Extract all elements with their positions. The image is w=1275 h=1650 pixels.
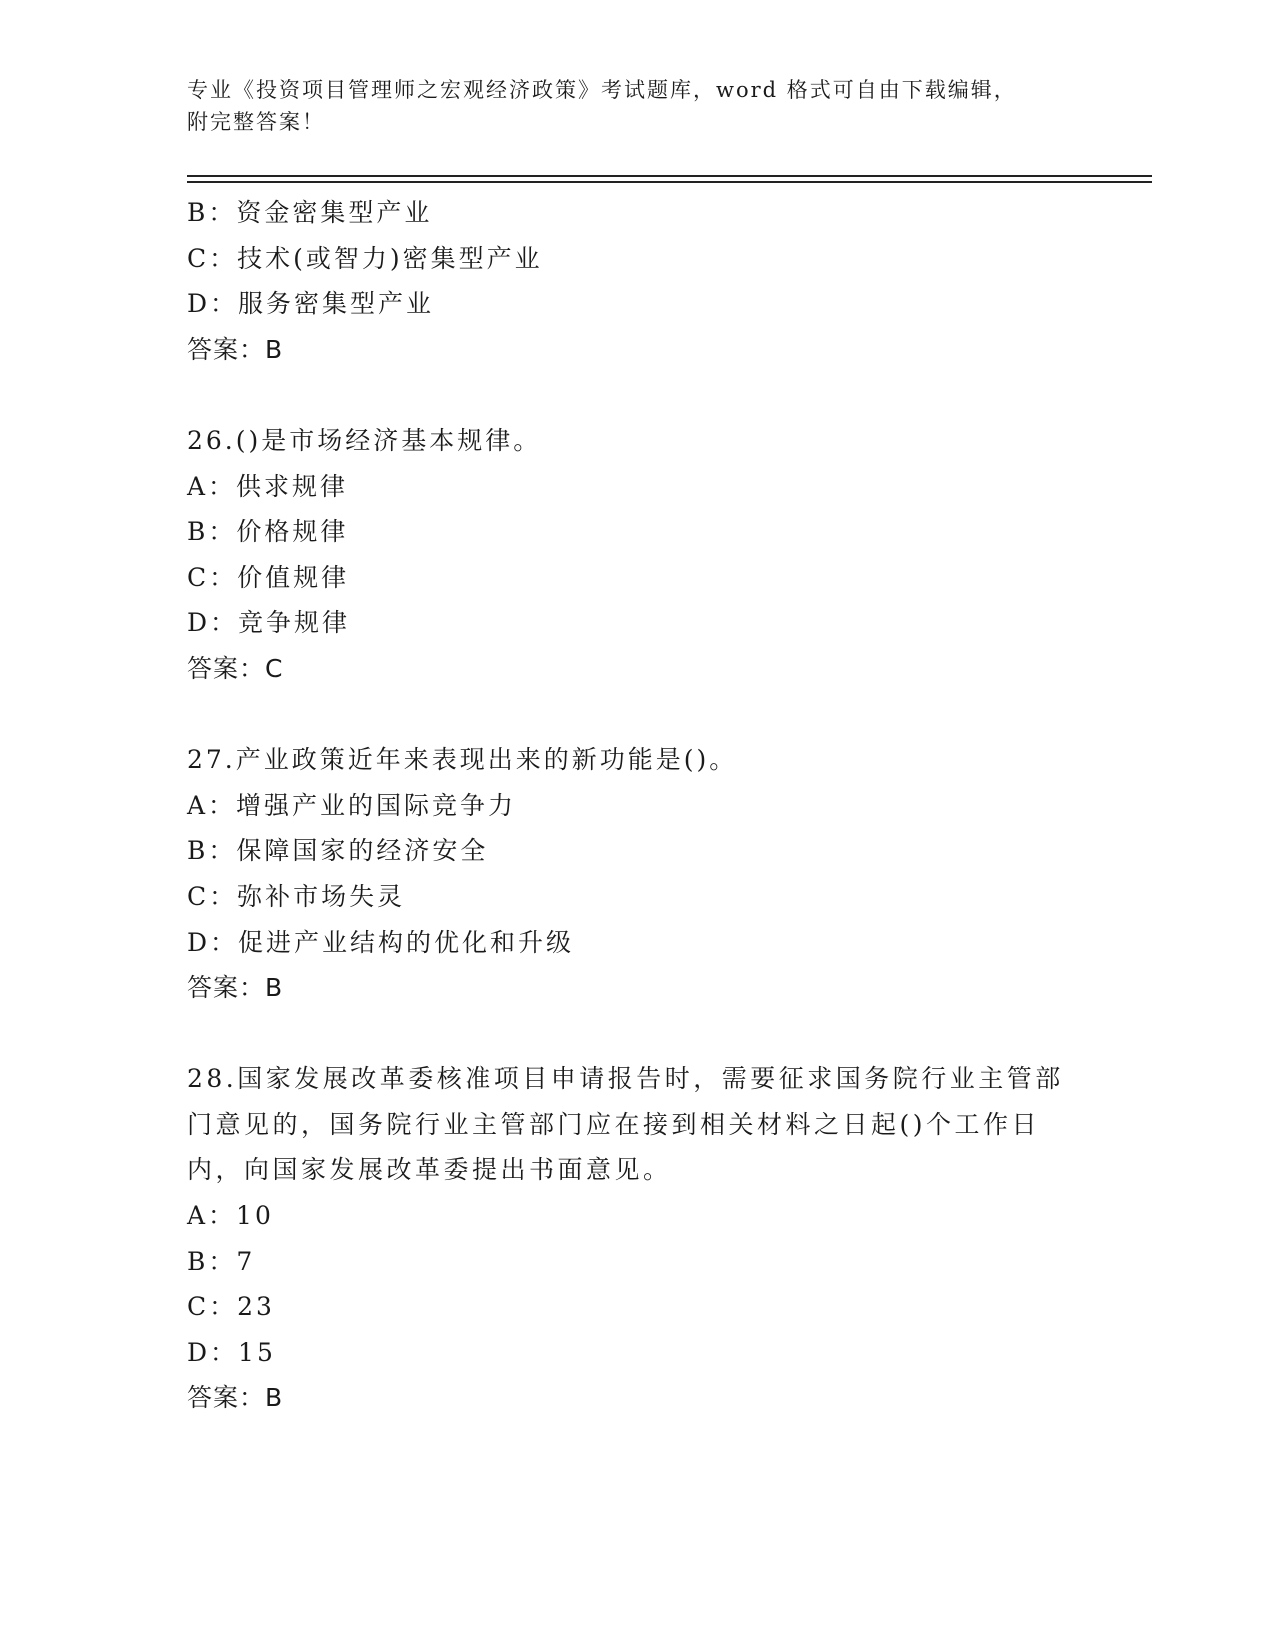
option-c: C：23 bbox=[187, 1292, 275, 1322]
option-b: B：保障国家的经济安全 bbox=[187, 836, 489, 866]
question-27 bbox=[187, 737, 1087, 1011]
answer-line: 答案：B bbox=[187, 334, 284, 364]
question-list bbox=[187, 190, 1087, 1421]
question-stem: 26.()是市场经济基本规律。 bbox=[187, 425, 542, 455]
option-c: C：技术(或智力)密集型产业 bbox=[187, 243, 543, 273]
header-rule-top bbox=[187, 175, 1152, 177]
option-c: C：弥补市场失灵 bbox=[187, 881, 406, 911]
document-header bbox=[187, 74, 1067, 138]
option-d: D：服务密集型产业 bbox=[187, 289, 435, 319]
option-d: D：15 bbox=[187, 1337, 276, 1367]
option-b: B：价格规律 bbox=[187, 517, 349, 547]
header-line-1: 专业《投资项目管理师之宏观经济政策》考试题库，word 格式可自由下载编辑， bbox=[187, 78, 1017, 102]
question-stem-line-1: 28.国家发展改革委核准项目申请报告时，需要征求国务院行业主管部 bbox=[187, 1064, 1064, 1094]
question-26 bbox=[187, 418, 1087, 692]
question-28 bbox=[187, 1056, 1087, 1421]
question-stem-line-2: 门意见的，国务院行业主管部门应在接到相关材料之日起()个工作日 bbox=[187, 1109, 1041, 1139]
question-25-tail bbox=[187, 190, 1087, 372]
answer-line: 答案：B bbox=[187, 1383, 284, 1413]
option-c: C：价值规律 bbox=[187, 562, 350, 592]
option-d: D：竞争规律 bbox=[187, 608, 351, 638]
option-a: A：增强产业的国际竞争力 bbox=[187, 790, 517, 820]
answer-line: 答案：B bbox=[187, 973, 284, 1003]
spacer bbox=[187, 372, 1087, 418]
question-stem: 27.产业政策近年来表现出来的新功能是()。 bbox=[187, 745, 738, 775]
spacer bbox=[187, 692, 1087, 738]
option-a: A：10 bbox=[187, 1201, 274, 1231]
option-d: D：促进产业结构的优化和升级 bbox=[187, 927, 575, 957]
header-rule-bottom bbox=[187, 181, 1152, 183]
option-b: B：7 bbox=[187, 1246, 256, 1276]
spacer bbox=[187, 1011, 1087, 1057]
question-stem bbox=[187, 1056, 1067, 1193]
header-line-2: 附完整答案！ bbox=[187, 110, 325, 134]
answer-line: 答案：C bbox=[187, 653, 284, 683]
option-a: A：供求规律 bbox=[187, 471, 349, 501]
option-b: B：资金密集型产业 bbox=[187, 198, 433, 227]
question-stem-line-3: 内，向国家发展改革委提出书面意见。 bbox=[187, 1155, 672, 1185]
